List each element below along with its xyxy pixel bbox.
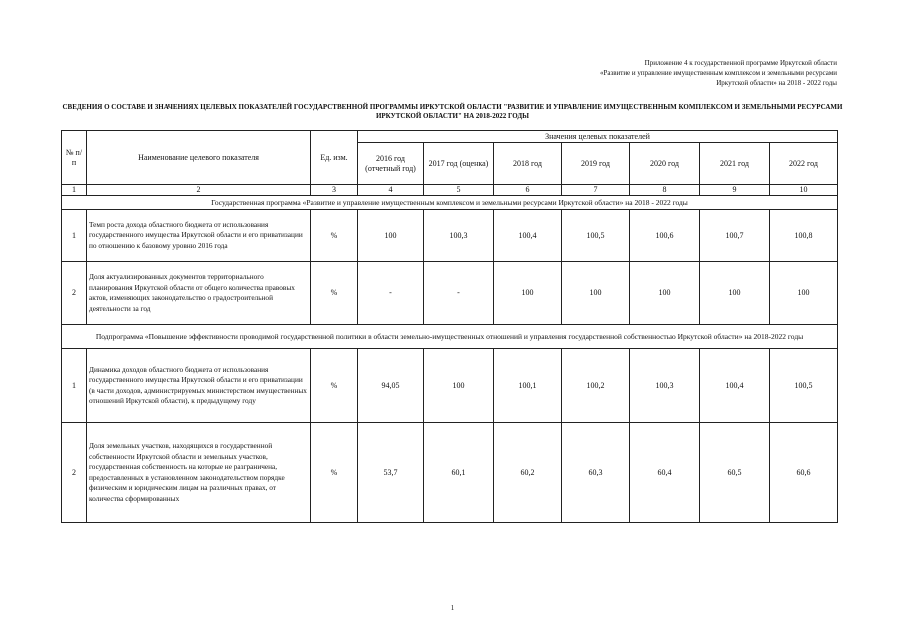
column-number: 1 <box>62 185 87 196</box>
row-value: 100 <box>358 210 424 262</box>
column-number: 10 <box>770 185 838 196</box>
row-unit: % <box>311 349 358 423</box>
header-values-group: Значения целевых показателей <box>358 131 838 143</box>
table-row <box>62 349 838 423</box>
header-year: 2016 год (отчетный год) <box>358 143 424 185</box>
row-value: 100,4 <box>494 210 562 262</box>
row-name: Темп роста дохода областного бюджета от использования государственного имущества Иркутской области и его приватизации по отношению к базовому уровню 2016 года <box>87 210 311 262</box>
row-value: 60,5 <box>700 423 770 523</box>
row-num: 1 <box>62 349 87 423</box>
row-value: 100,3 <box>424 210 494 262</box>
appendix-line-1: Приложение 4 к государственной программе Иркутской области <box>644 59 837 67</box>
column-number: 6 <box>494 185 562 196</box>
row-value: 60,3 <box>562 423 630 523</box>
page-number: 1 <box>450 604 455 612</box>
table-row <box>62 262 838 325</box>
table-row <box>62 423 838 523</box>
row-value: - <box>424 262 494 325</box>
column-number: 8 <box>630 185 700 196</box>
row-value: 53,7 <box>358 423 424 523</box>
row-value: 100,3 <box>630 349 700 423</box>
row-value: 100,5 <box>562 210 630 262</box>
row-value: 100 <box>700 262 770 325</box>
header-year: 2017 год (оценка) <box>424 143 494 185</box>
row-num: 2 <box>62 262 87 325</box>
row-unit: % <box>311 210 358 262</box>
row-value: - <box>358 262 424 325</box>
row-num: 2 <box>62 423 87 523</box>
row-value: 60,4 <box>630 423 700 523</box>
column-number: 5 <box>424 185 494 196</box>
row-value: 100,5 <box>770 349 838 423</box>
row-name: Динамика доходов областного бюджета от использования государственного имущества Иркутской области и его приватизации (в части доходов, администрируемых министерством имущественных отношений Иркутской области), к предыдущему году <box>87 349 311 423</box>
header-name: Наименование целевого показателя <box>87 131 311 185</box>
row-value: 100 <box>630 262 700 325</box>
appendix-line-3: Иркутской области» на 2018 - 2022 годы <box>716 79 837 87</box>
column-number: 3 <box>311 185 358 196</box>
column-numbers-row <box>62 185 838 196</box>
header-year: 2022 год <box>770 143 838 185</box>
row-value: 100,6 <box>630 210 700 262</box>
header-year: 2021 год <box>700 143 770 185</box>
header-year: 2018 год <box>494 143 562 185</box>
row-value: 100 <box>424 349 494 423</box>
indicators-table <box>61 130 838 523</box>
row-value: 100,4 <box>700 349 770 423</box>
row-unit: % <box>311 423 358 523</box>
row-value: 60,1 <box>424 423 494 523</box>
row-value: 60,2 <box>494 423 562 523</box>
header-num: № п/п <box>62 131 87 185</box>
row-value: 100,2 <box>562 349 630 423</box>
column-number: 9 <box>700 185 770 196</box>
row-unit: % <box>311 262 358 325</box>
header-year: 2020 год <box>630 143 700 185</box>
appendix-header <box>477 58 837 88</box>
row-value: 100 <box>562 262 630 325</box>
row-name: Доля актуализированных документов территориального планирования Иркутской области от общего количества правовых актов, изменяющих законодательство о градостроительной деятельности за год <box>87 262 311 325</box>
appendix-line-2: «Развитие и управление имущественным комплексом и земельными ресурсами <box>599 69 837 77</box>
row-name: Доля земельных участков, находящихся в государственной собственности Иркутской области и земельных участков, государственная собственность на которые не разграничена, предоставленных в установленном законодательством порядке физическим и юридическим лицам на различных правах, от количества сформированных <box>87 423 311 523</box>
document-title: СВЕДЕНИЯ О СОСТАВЕ И ЗНАЧЕНИЯХ ЦЕЛЕВЫХ ПОКАЗАТЕЛЕЙ ГОСУДАРСТВЕННОЙ ПРОГРАММЫ ИРКУТСКОЙ ОБЛАСТИ "РАЗВИТИЕ И УПРАВЛЕНИЕ ИМУЩЕСТВЕННЫМ КОМПЛЕКСОМ И ЗЕМЕЛЬНЫМИ РЕСУРСАМИ ИРКУТСКОЙ ОБЛАСТИ" НА 2018-2022 ГОДЫ <box>62 103 843 120</box>
column-number: 7 <box>562 185 630 196</box>
row-value: 100 <box>770 262 838 325</box>
table-row <box>62 210 838 262</box>
row-value: 100,7 <box>700 210 770 262</box>
row-value: 100 <box>494 262 562 325</box>
row-value: 100,1 <box>494 349 562 423</box>
row-num: 1 <box>62 210 87 262</box>
header-year: 2019 год <box>562 143 630 185</box>
header-unit: Ед. изм. <box>311 131 358 185</box>
row-value: 100,8 <box>770 210 838 262</box>
section-title-program: Государственная программа «Развитие и управление имущественным комплексом и земельными ресурсами Иркутской области» на 2018 - 2022 годы <box>62 196 838 210</box>
row-value: 94,05 <box>358 349 424 423</box>
column-number: 4 <box>358 185 424 196</box>
row-value: 60,6 <box>770 423 838 523</box>
section-title-subprogram: Подпрограмма «Повышение эффективности проводимой государственной политики в области земельно-имущественных отношений и управления государственной собственностью Иркутской области» на 2018-2022 годы <box>62 325 838 349</box>
column-number: 2 <box>87 185 311 196</box>
